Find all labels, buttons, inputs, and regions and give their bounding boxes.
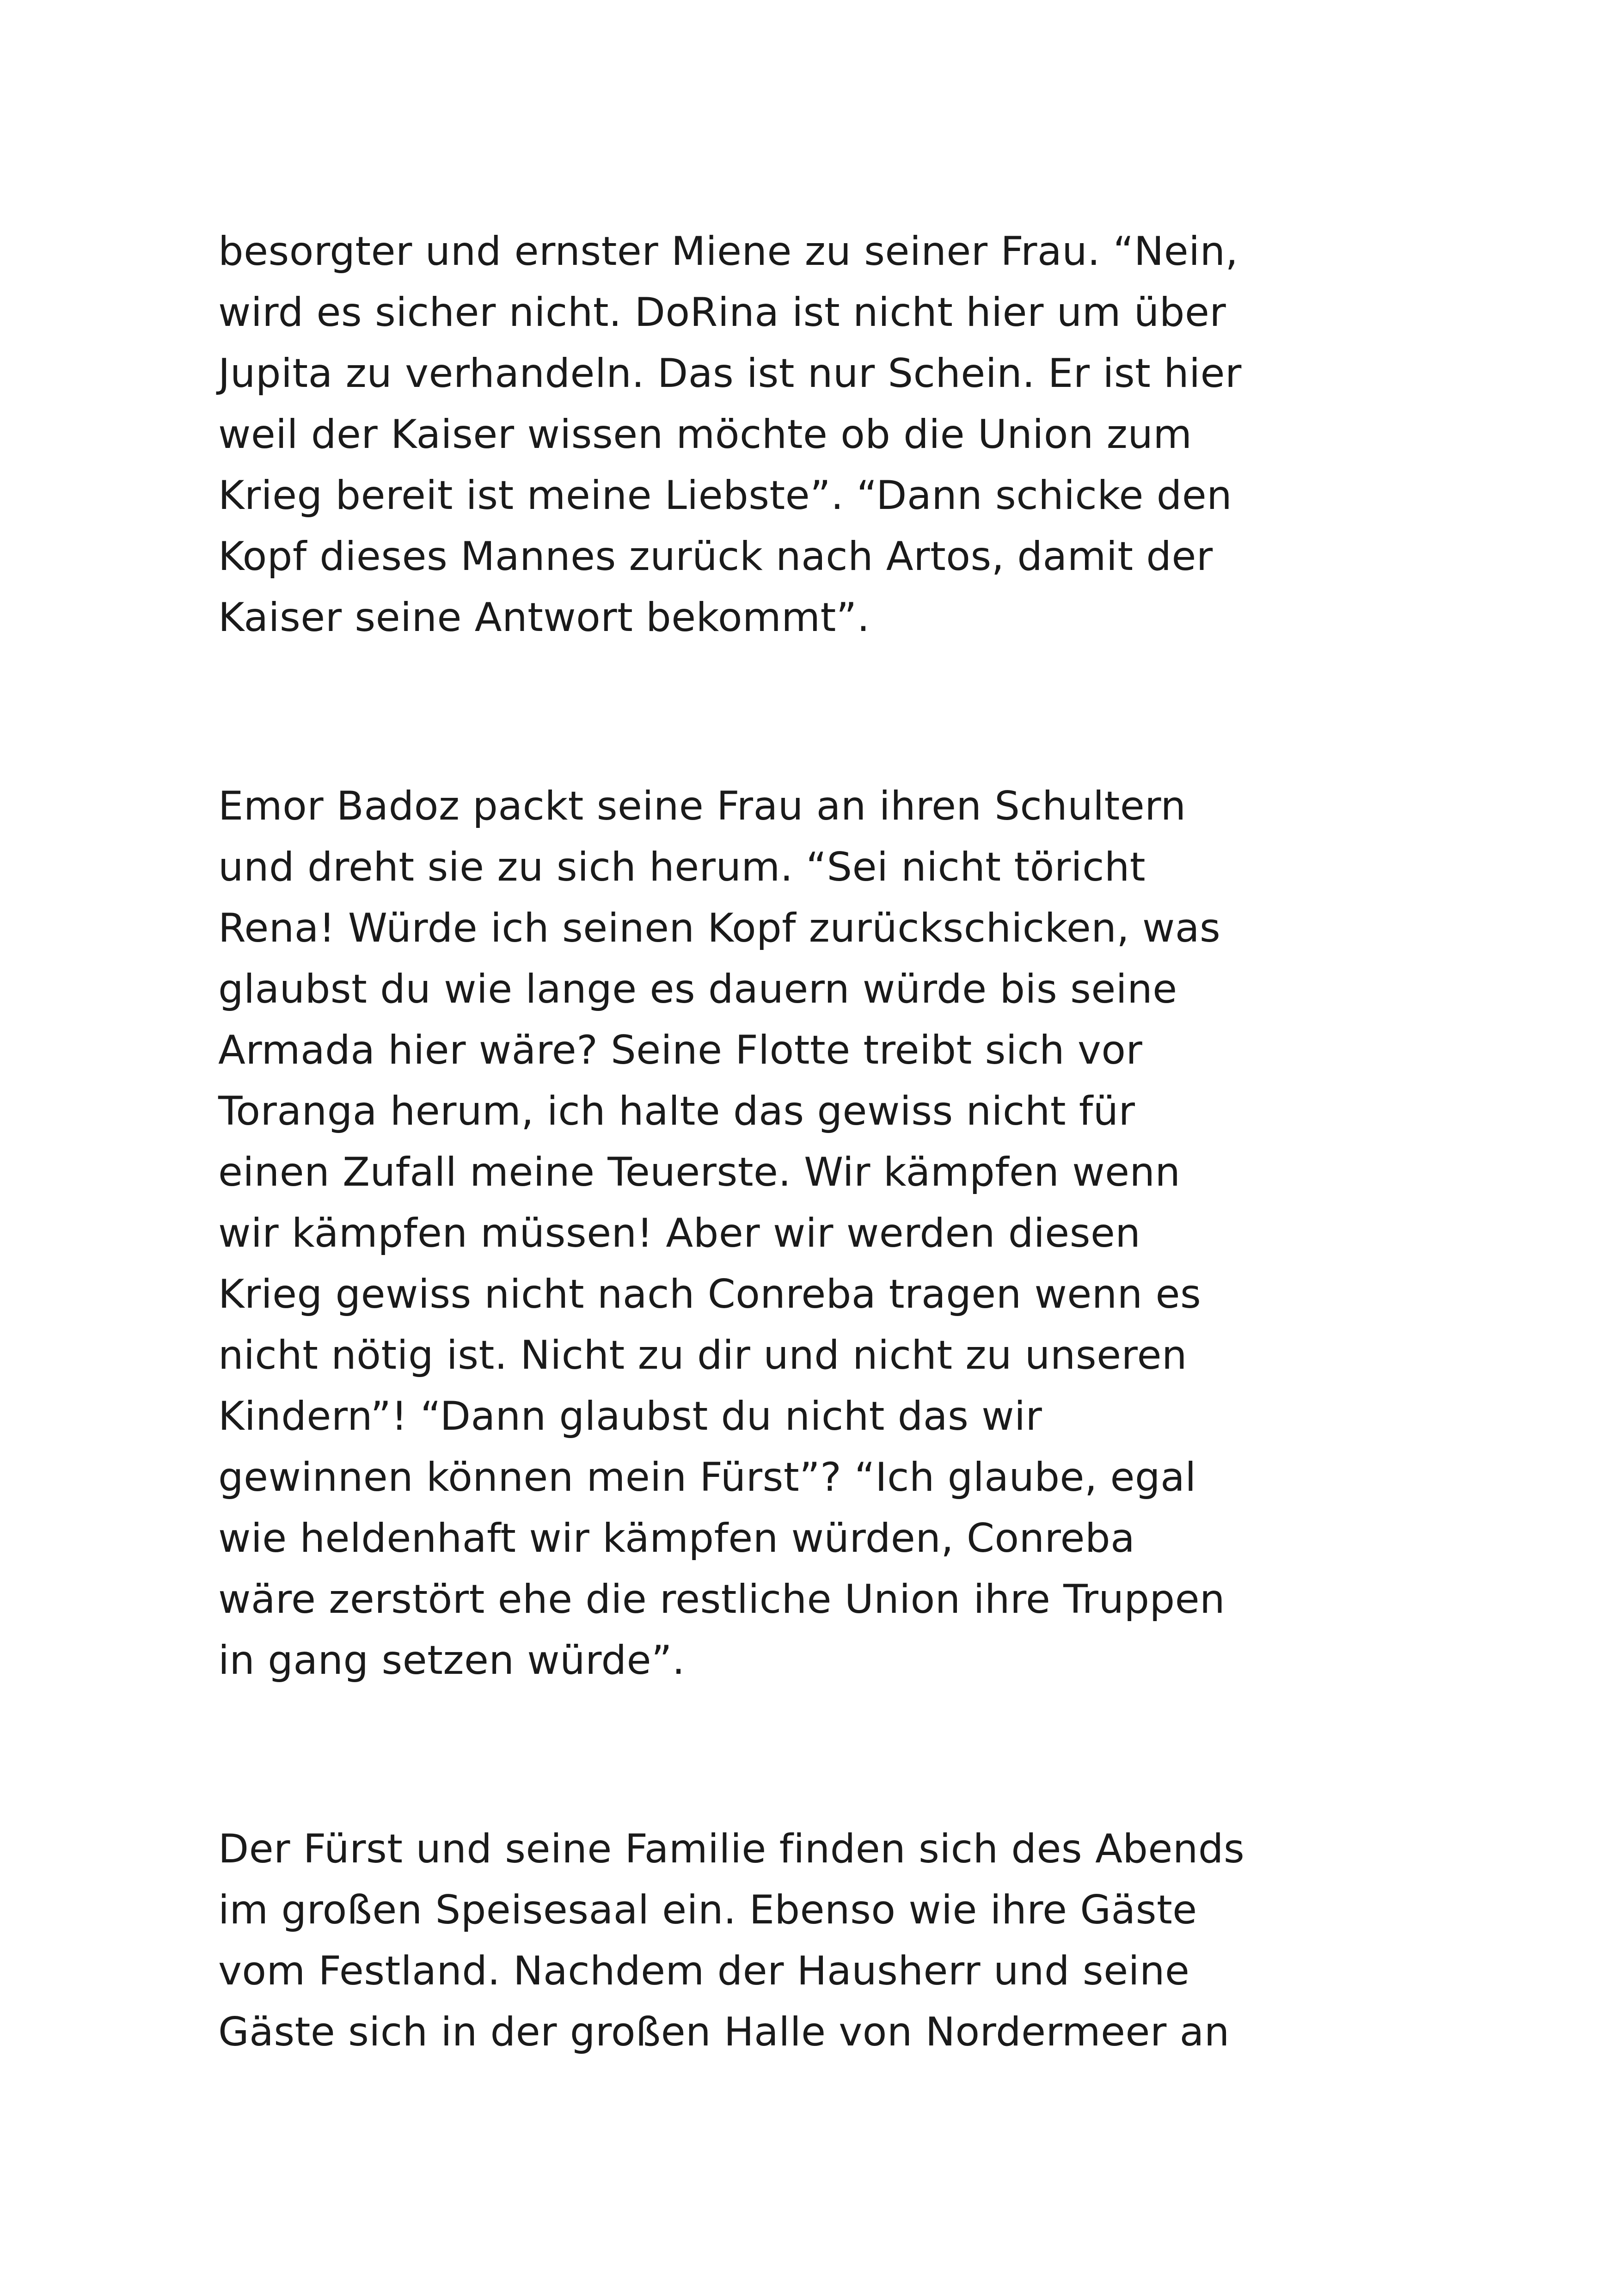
text-line: nicht nötig ist. Nicht zu dir und nicht zu unseren: [218, 1332, 1188, 1378]
paragraph-2: [218, 776, 1402, 1691]
text-line: Kaiser seine Antwort bekommt”.: [218, 594, 870, 641]
text-line: Jupita zu verhandeln. Das ist nur Schein. Er ist hier: [218, 350, 1242, 397]
text-line: weil der Kaiser wissen möchte ob die Union zum: [218, 411, 1192, 458]
text-line: wie heldenhaft wir kämpfen würden, Conreba: [218, 1515, 1135, 1561]
text-line: besorgter und ernster Miene zu seiner Frau. “Nein,: [218, 228, 1238, 275]
text-line: Rena! Würde ich seinen Kopf zurückschicken, was: [218, 905, 1221, 951]
text-line: Armada hier wäre? Seine Flotte treibt sich vor: [218, 1027, 1143, 1073]
text-line: wird es sicher nicht. DoRina ist nicht hier um über: [218, 289, 1226, 336]
text-line: glaubst du wie lange es dauern würde bis seine: [218, 966, 1177, 1012]
text-line: Krieg bereit ist meine Liebste”. “Dann schicke den: [218, 472, 1232, 519]
text-line: Toranga herum, ich halte das gewiss nicht für: [218, 1088, 1135, 1134]
text-line: einen Zufall meine Teuerste. Wir kämpfen wenn: [218, 1149, 1181, 1195]
text-line: Kindern”! “Dann glaubst du nicht das wir: [218, 1393, 1042, 1439]
text-line: in gang setzen würde”.: [218, 1637, 685, 1684]
text-line: gewinnen können mein Fürst”? “Ich glaube, egal: [218, 1454, 1196, 1500]
text-line: Der Fürst und seine Familie finden sich des Abends: [218, 1826, 1245, 1872]
text-line: Emor Badoz packt seine Frau an ihren Schultern: [218, 783, 1186, 829]
text-line: Gäste sich in der großen Halle von Nordermeer an: [218, 2009, 1230, 2055]
text-line: und dreht sie zu sich herum. “Sei nicht töricht: [218, 844, 1146, 890]
paragraph-1: [218, 221, 1402, 648]
text-line: im großen Speisesaal ein. Ebenso wie ihre Gäste: [218, 1887, 1197, 1933]
text-line: Kopf dieses Mannes zurück nach Artos, damit der: [218, 533, 1213, 580]
paragraph-3: [218, 1818, 1402, 2063]
text-line: Krieg gewiss nicht nach Conreba tragen wenn es: [218, 1271, 1201, 1317]
text-line: wäre zerstört ehe die restliche Union ihre Truppen: [218, 1576, 1226, 1623]
text-line: wir kämpfen müssen! Aber wir werden diesen: [218, 1210, 1141, 1256]
text-line: vom Festland. Nachdem der Hausherr und seine: [218, 1948, 1190, 1994]
